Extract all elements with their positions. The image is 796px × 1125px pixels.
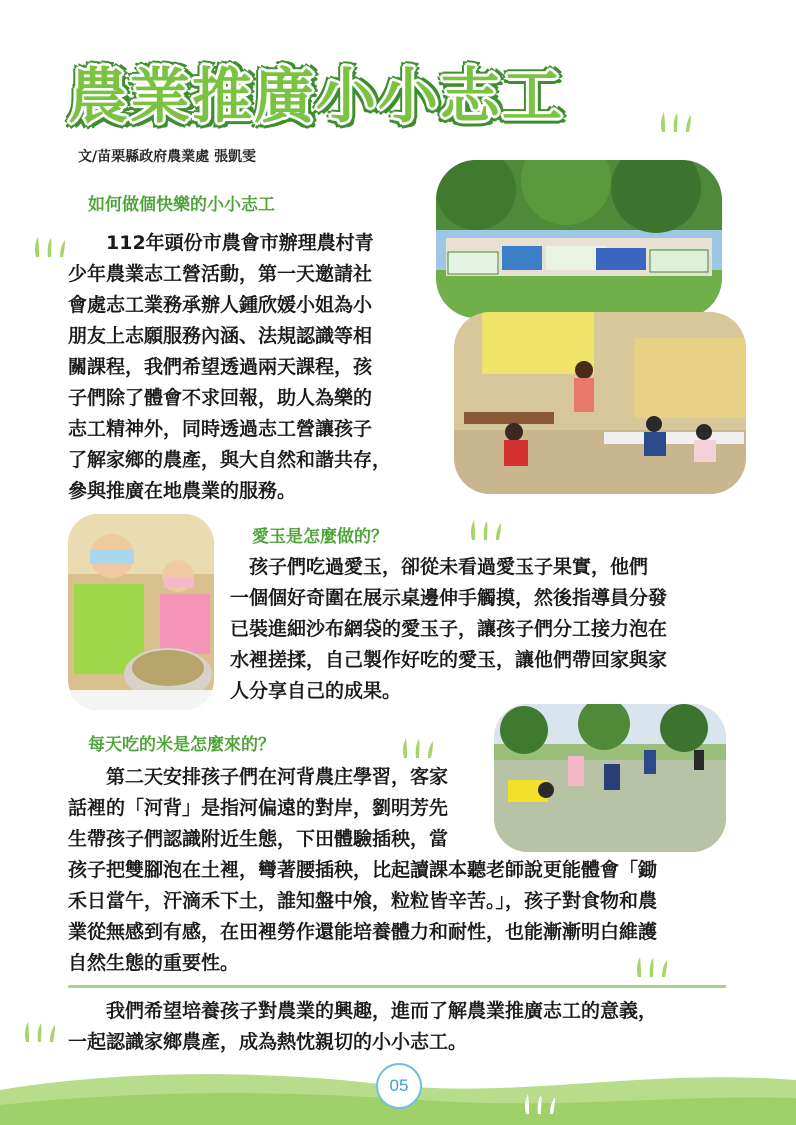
paragraph-line: 朋友上志願服務內涵、法規認識等相: [68, 325, 373, 347]
paragraph-line: 子們除了體會不求回報，助人為樂的: [68, 387, 373, 409]
paragraph-line: 會處志工業務承辦人鍾欣媛小姐為小: [68, 294, 373, 316]
paragraph-line: 禾日當午，汗滴禾下土，誰知盤中飧，粒粒皆辛苦。」，孩子對食物和農: [68, 890, 658, 912]
classroom-photo: [454, 312, 746, 494]
section-paragraph: [230, 552, 667, 707]
paragraph-line: 我們希望培養孩子對農業的興趣，進而了解農業推廣志工的意義，: [68, 1000, 658, 1022]
paragraph-line: 孩子們吃過愛玉，卻從未看過愛玉子果實，他們: [230, 556, 649, 578]
paragraph-line: 一起認識家鄉農產，成為熱忱親切的小小志工。: [68, 1031, 468, 1053]
page-title: 農業推廣小小志工: [68, 62, 564, 132]
paragraph-line: 關課程，我們希望透過兩天課程，孩: [68, 356, 373, 378]
aiyu-making-photo: [68, 514, 214, 710]
paragraph-line: 人分享自己的成果。: [230, 680, 402, 702]
paragraph-line: 水裡搓揉，自己製作好吃的愛玉，讓他們帶回家與家: [230, 649, 668, 671]
divider: [68, 985, 726, 988]
paragraph-line: 自然生態的重要性。: [68, 952, 240, 974]
paragraph-line: 志工精神外，同時透過志工營讓孩子: [68, 418, 373, 440]
page-number: 05: [376, 1063, 422, 1109]
closing-paragraph: [68, 996, 657, 1058]
section-heading: 每天吃的米是怎麼來的？: [88, 735, 275, 755]
paragraph-line: 業從無感到有感，在田裡勞作還能培養體力和耐性，也能漸漸明白維護: [68, 921, 658, 943]
paragraph-line: 孩子把雙腳泡在土裡，彎著腰插秧，比起讀課本聽老師說更能體會「鋤: [68, 859, 658, 881]
paragraph-line: 少年農業志工營活動，第一天邀請社: [68, 263, 373, 285]
grass-decoration-icon: [656, 110, 696, 134]
section-paragraph: [68, 228, 391, 507]
section-paragraph: [68, 762, 657, 979]
grass-decoration-icon: [398, 736, 438, 760]
grass-decoration-icon: [20, 1020, 60, 1044]
grass-decoration-icon: [466, 518, 506, 542]
grass-decoration-icon: [30, 235, 70, 259]
section-heading: 愛玉是怎麼做的？: [252, 527, 388, 547]
paragraph-line: 112年頭份市農會市辦理農村青: [68, 232, 374, 254]
paragraph-line: 一個個好奇圍在展示桌邊伸手觸摸，然後指導員分發: [230, 587, 668, 609]
paragraph-line: 話裡的「河背」是指河偏遠的對岸，劉明芳先: [68, 797, 449, 819]
author-byline: 文/苗栗縣政府農業處 張凱雯: [78, 149, 256, 165]
group-photo-banners: [436, 160, 722, 318]
paragraph-line: 參與推廣在地農業的服務。: [68, 480, 297, 502]
section-heading: 如何做個快樂的小小志工: [88, 195, 275, 215]
paragraph-line: 已裝進細沙布網袋的愛玉子，讓孩子們分工接力泡在: [230, 618, 668, 640]
paragraph-line: 了解家鄉的農產，與大自然和諧共存，: [68, 449, 392, 471]
paragraph-line: 第二天安排孩子們在河背農庄學習，客家: [68, 766, 449, 788]
paragraph-line: 生帶孩子們認識附近生態，下田體驗插秧，當: [68, 828, 449, 850]
grass-decoration-icon: [520, 1092, 560, 1116]
